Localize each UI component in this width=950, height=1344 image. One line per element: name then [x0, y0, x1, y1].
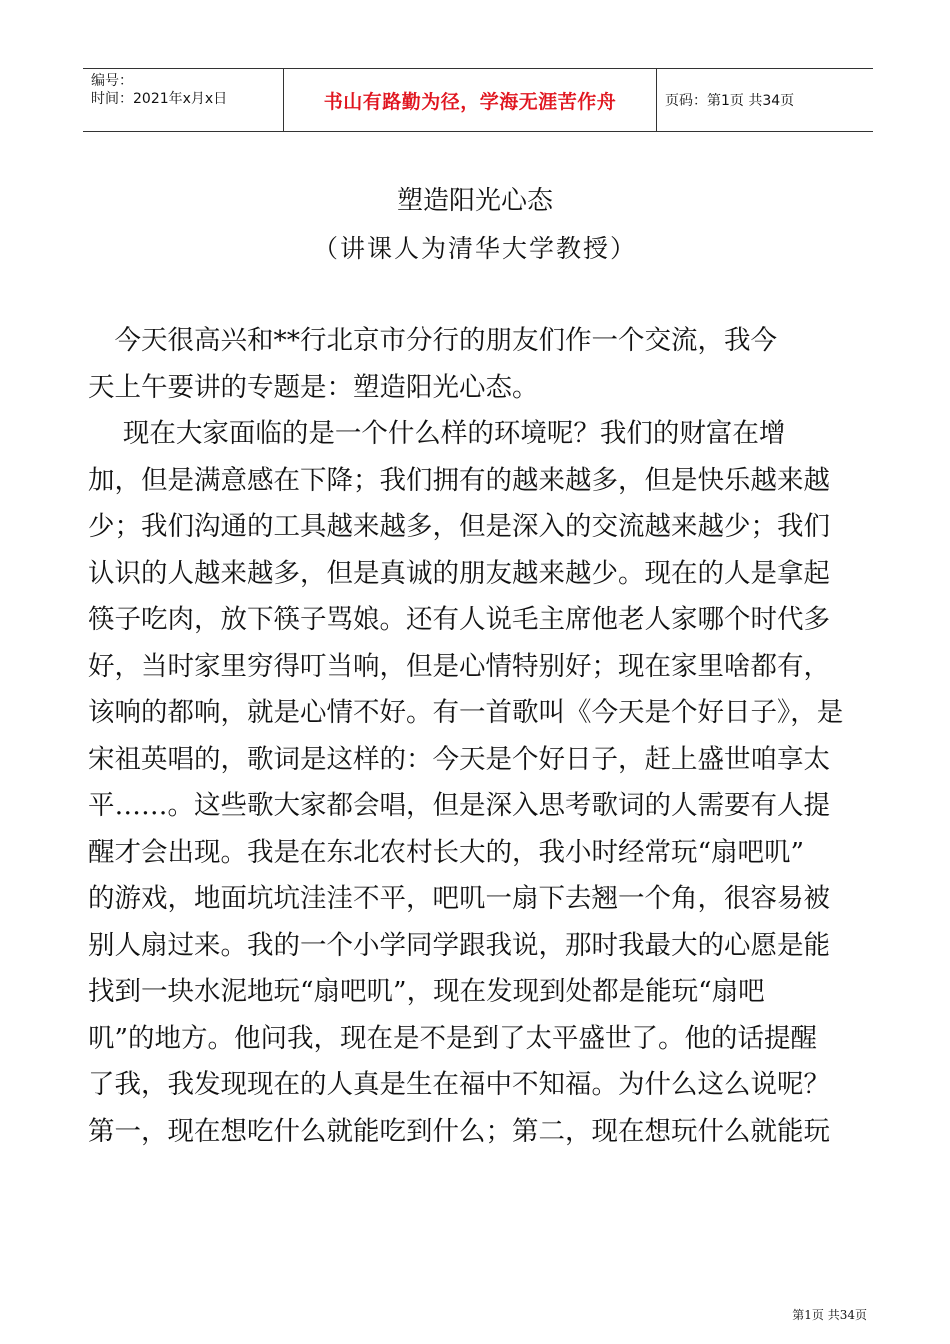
header-table	[83, 68, 873, 132]
text-line: 加，但是满意感在下降；我们拥有的越来越多，但是快乐越来越	[88, 464, 830, 496]
body-text	[88, 318, 870, 1155]
text-line: 叽”的地方。他问我，现在是不是到了太平盛世了。他的话提醒	[88, 1022, 818, 1054]
page-info: 页码：第1页 共34页	[665, 93, 795, 109]
header-motto-cell	[284, 69, 657, 131]
text-line: 了我，我发现现在的人真是生在福中不知福。为什么这么说呢？	[88, 1069, 830, 1100]
text-line: 认识的人越来越多，但是真诚的朋友越来越少。现在的人是拿起	[88, 557, 830, 589]
text-line: 筷子吃肉，放下筷子骂娘。还有人说毛主席他老人家哪个时代多	[88, 604, 830, 635]
text-line: 的游戏，地面坑坑洼洼不平，吧叽一扇下去翘一个角，很容易被	[88, 883, 830, 914]
serial-number-label: 编号：	[91, 73, 133, 89]
text-line: 天上午要讲的专题是：塑造阳光心态。	[88, 371, 539, 403]
text-line: 醒才会出现。我是在东北农村长大的，我小时经常玩“扇吧叽”	[88, 836, 805, 868]
text-line: 平……。这些歌大家都会唱，但是深入思考歌词的人需要有人提	[88, 790, 830, 821]
date-label: 时间：2021年x月x日	[91, 91, 228, 107]
text-line: 今天很高兴和**行北京市分行的朋友们作一个交流，我今	[88, 325, 777, 356]
text-line: 第一，现在想吃什么就能吃到什么；第二，现在想玩什么就能玩	[88, 1115, 830, 1147]
text-line: 现在大家面临的是一个什么样的环境呢？我们的财富在增	[88, 418, 786, 449]
text-line: 该响的都响，就是心情不好。有一首歌叫《今天是个好日子》，是	[88, 697, 844, 728]
text-line: 别人扇过来。我的一个小学同学跟我说，那时我最大的心愿是能	[88, 929, 830, 961]
document-title: 塑造阳光心态	[396, 186, 553, 216]
text-line: 宋祖英唱的，歌词是这样的：今天是个好日子，赶上盛世咱享太	[88, 743, 830, 775]
header-page-cell	[657, 69, 873, 131]
text-line: 少；我们沟通的工具越来越多，但是深入的交流越来越少；我们	[88, 511, 830, 542]
document-subtitle: （讲课人为清华大学教授）	[312, 234, 637, 263]
text-line: 好，当时家里穷得叮当响，但是心情特别好；现在家里啥都有，	[88, 650, 830, 682]
page-footer: 第1页 共34页	[792, 1308, 867, 1322]
text-line: 找到一块水泥地玩“扇吧叽”，现在发现到处都是能玩“扇吧	[88, 976, 765, 1007]
motto-text: 书山有路勤为径，学海无涯苦作舟	[323, 90, 617, 113]
header-left-cell	[83, 69, 284, 131]
